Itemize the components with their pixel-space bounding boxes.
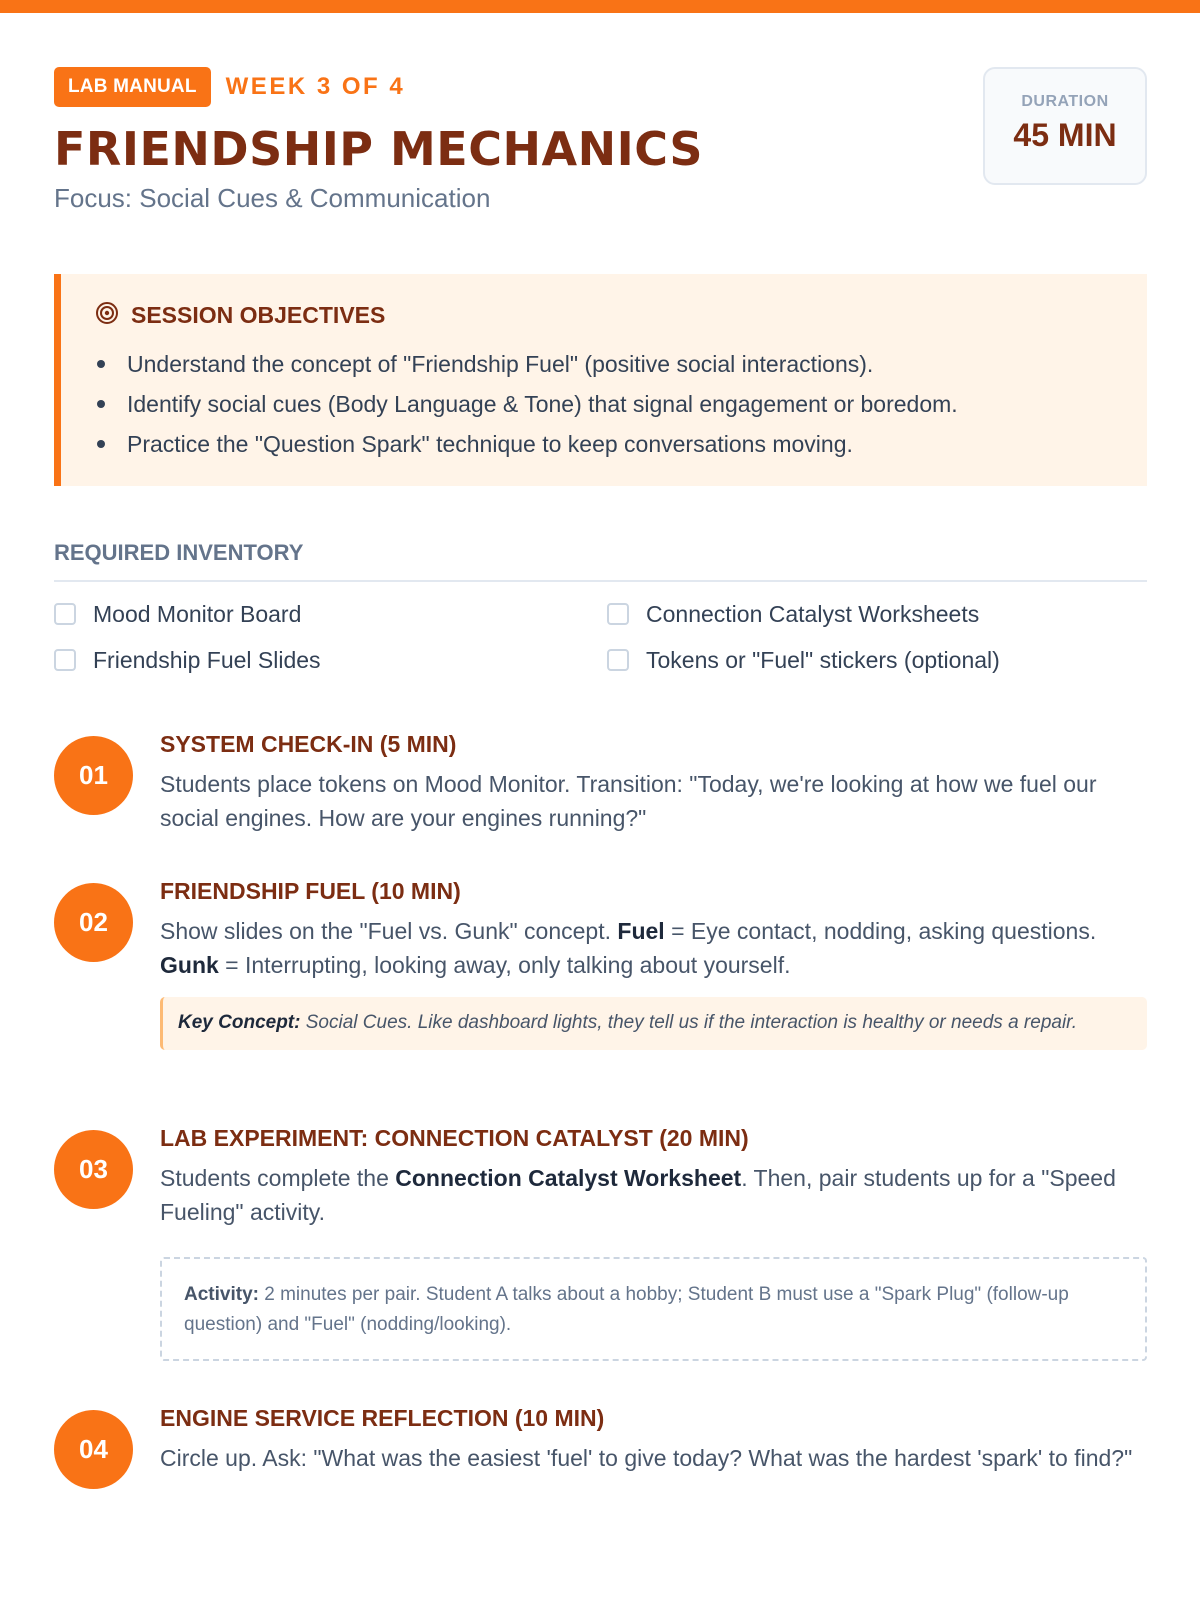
step-body [160, 876, 1147, 1050]
step-title: ENGINE SERVICE REFLECTION (10 MIN) [160, 1405, 605, 1431]
text-run: . Then, pair students up for a "Speed Fueling" activity. [160, 1165, 1116, 1225]
top-accent-bar [0, 0, 1200, 13]
activity-callout [160, 1257, 1147, 1361]
step-title: SYSTEM CHECK-IN (5 MIN) [160, 731, 457, 757]
text-run: = Eye contact, nodding, asking questions. [664, 918, 1097, 944]
text-run: Students complete the [160, 1165, 396, 1191]
objectives-title: SESSION OBJECTIVES [131, 302, 386, 328]
lab-manual-badge: LAB MANUAL [54, 67, 211, 107]
step-number-badge: 01 [54, 736, 133, 815]
duration-label: DURATION [1021, 93, 1109, 110]
key-concept-label: Key Concept: [178, 1012, 301, 1033]
text-run: = Interrupting, looking away, only talking about yourself. [218, 952, 791, 978]
step-number-badge: 04 [54, 1410, 133, 1489]
page-header [54, 67, 1147, 217]
activity-label: Activity: [184, 1284, 259, 1305]
key-concept-text: Social Cues. Like dashboard lights, they tell us if the interaction is healthy or needs a repair. [300, 1012, 1078, 1033]
duration-card [983, 67, 1147, 185]
checkbox[interactable] [54, 649, 76, 671]
step-number-badge: 02 [54, 883, 133, 962]
objective-text: Understand the concept of "Friendship Fuel" (positive social interactions). [127, 351, 874, 377]
step-title: LAB EXPERIMENT: CONNECTION CATALYST (20 MIN) [160, 1125, 749, 1151]
session-objectives-panel [54, 274, 1147, 486]
checkbox[interactable] [54, 603, 76, 625]
activity-text: 2 minutes per pair. Student A talks about a hobby; Student B must use a "Spark Plug" (follow-up question) and "Fuel" (nodding/looking). [184, 1284, 1069, 1335]
step-title: FRIENDSHIP FUEL (10 MIN) [160, 878, 461, 904]
inventory-item-slides[interactable] [54, 644, 607, 676]
inventory-item-tokens[interactable] [607, 644, 1147, 676]
inventory-item-label: Tokens or "Fuel" stickers (optional) [646, 646, 1000, 673]
inventory-item-mood-monitor[interactable] [54, 598, 607, 630]
week-indicator: WEEK 3 OF 4 [225, 73, 406, 100]
objectives-list [97, 344, 958, 464]
objective-text: Identify social cues (Body Language & Tone) that signal engagement or boredom. [127, 391, 958, 417]
step-body [160, 1403, 1147, 1475]
inventory-item-label: Friendship Fuel Slides [93, 646, 321, 673]
duration-value: 45 MIN [1013, 117, 1117, 153]
step-number-badge: 03 [54, 1130, 133, 1209]
objective-item [97, 344, 958, 384]
key-concept-callout [160, 997, 1147, 1050]
step-body [160, 729, 1147, 835]
objective-item [97, 384, 958, 424]
page-title: FRIENDSHIP MECHANICS [54, 122, 703, 176]
term-fuel: Fuel [617, 918, 665, 944]
checkbox[interactable] [607, 649, 629, 671]
term-gunk: Gunk [160, 952, 219, 978]
checkbox[interactable] [607, 603, 629, 625]
bullet-icon [97, 440, 105, 448]
objectives-header [95, 301, 385, 330]
step-body [160, 1123, 1147, 1361]
inventory-heading: REQUIRED INVENTORY [54, 540, 1147, 582]
step-text [160, 1161, 1147, 1229]
step-text: Students place tokens on Mood Monitor. Transition: "Today, we're looking at how we fuel our social engines. How are your engines running?" [160, 771, 1097, 831]
inventory-checklist [54, 598, 1147, 676]
step-text [160, 914, 1147, 982]
inventory-item-label: Connection Catalyst Worksheets [646, 600, 980, 627]
inventory-item-label: Mood Monitor Board [93, 600, 302, 627]
bullet-icon [97, 400, 105, 408]
target-icon [95, 301, 119, 330]
step-text: Circle up. Ask: "What was the easiest 'fuel' to give today? What was the hardest 'spark' to find?" [160, 1445, 1133, 1471]
text-run: Show slides on the "Fuel vs. Gunk" concept. [160, 918, 618, 944]
term-worksheet: Connection Catalyst Worksheet [395, 1165, 742, 1191]
page-subtitle: Focus: Social Cues & Communication [54, 183, 491, 213]
objective-text: Practice the "Question Spark" technique to keep conversations moving. [127, 431, 853, 457]
objective-item [97, 424, 958, 464]
bullet-icon [97, 360, 105, 368]
inventory-item-worksheets[interactable] [607, 598, 1147, 630]
